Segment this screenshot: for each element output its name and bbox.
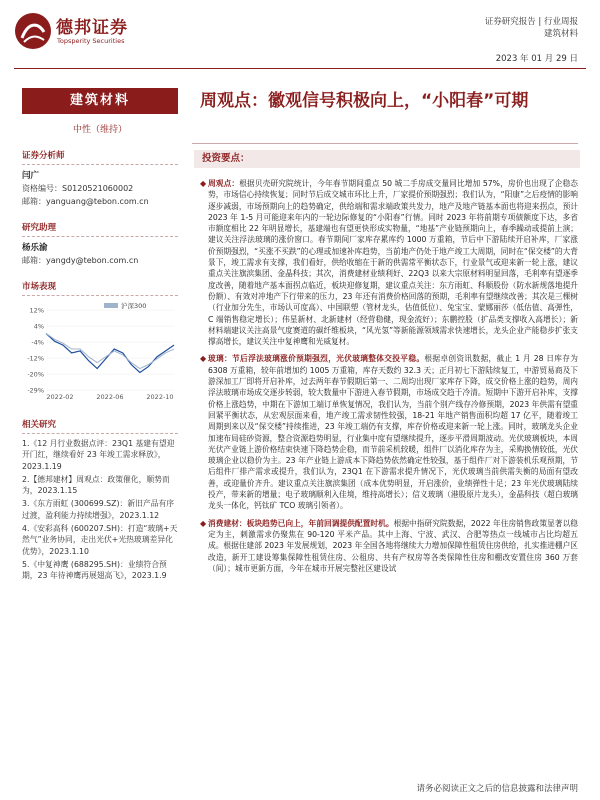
series-line-0 (46, 333, 174, 372)
related-item[interactable]: 3.《东方雨虹 (300699.SZ)：新旧产品有序过渡，盈利能力持续增强》，2023.1.12 (22, 499, 175, 520)
analyst-cert: 资格编号：S0120521060002 (22, 184, 134, 193)
analyst-name: 闫广 (22, 171, 40, 181)
market-section-title: 市场表现 (22, 280, 178, 296)
report-meta (485, 16, 578, 40)
paragraph-lead: 消费建材：板块趋势已向上，年前回调提供配置时机。 (208, 518, 394, 528)
assistant-section-title: 研究助理 (22, 221, 178, 237)
report-industry: 建筑材料 (543, 29, 578, 39)
related-item[interactable]: 4.《安彩高科 (600207.SH)：打造“玻璃+天然气”业务协同，走出光伏+光热玻璃差异化优势》，2023.1.10 (22, 524, 178, 556)
report-body (200, 178, 578, 580)
analyst-email[interactable]: 邮箱：yanguang@tebon.com.cn (22, 197, 149, 206)
bullet-icon: ◆ (200, 354, 207, 364)
paragraph-lead: 玻璃：节后浮法玻璃涨价预期强烈，光伏玻璃整体交投平稳。 (208, 354, 425, 364)
key-points-header: 投资要点： (194, 150, 580, 168)
sector-label: 建筑材料 (22, 88, 178, 114)
brand-logo-icon (14, 12, 52, 50)
paragraph-text: 根据贝壳研究院统计，今年春节期间重点 50 城二手房成交量同比增加 57%，房价也出现了企稳态势，市场信心持续恢复；同时节后成交城市环比上升，厂家提价预期强烈；我们认为，“阳康”之后疫情的影响逐步减弱，市场预期向上的趋势确定，供给端和需求端政策共发力，地产及地产链基本面也将迎来拐点，预计 2023 年 1-5 月可能迎来年内的一轮边际修复的“小阳春”行情。同时 2023 年将前期专项债额度下达，多省市额度相比 22 年明显增长，基建端也有望更快形成实物量，“地基”产业链预期向上，春季躁动或提前上演；建议关注浮法玻璃的涨价窗口。春节期间厂家库存累库约 1000 万重箱，节后中下游陆续开启补库，厂家涨价预期强烈，“买涨不买跌”的心理或加速补库趋势，当前地产仍处于地产竣工大周期，同时在“保交楼”的大背景下，竣工需求有支撑，我们看好，供给收缩在于新的供需常平衡状态下，行业景气或迎来新一轮上涨，建议重点关注旗滨集团、金晶科技；其次，消费建材业绩利好、22Q3 以来大宗原材料明显回落，毛利率有望逐季度改善，随着地产基本面拐点临近，板块迎修复期，建议重点关注：东方雨虹、科顺股份（防水新规落地提升份额）、有效对冲地产下行带来的压力，23 年还有消费价格回落的预期，毛利率有望继续改善；其次是三棵树（行业加分先生，市场认可度高）、中国联塑（管材龙头，估值低位）、兔宝宝、蒙娜丽莎（低估值、高弹性，C 端销售稳定增长）；伟星新材、北新建材（经营稳健，现金流好）；东鹏控股（扩品类支撑收入高增长）；新材料端建议关注高景气度赛道的碳纤维板块，“风光氢”等新能源领域需求快速增长，龙头企业产能稳步扩张支撑高增长，建议关注中复神鹰和光威复材。 (208, 179, 578, 347)
header-divider (14, 68, 586, 69)
related-item[interactable]: 5.《中复神鹰 (688295.SH)：业绩符合预期，23 年待神鹰再展翅高飞》，2023.1.9 (22, 559, 167, 581)
related-item[interactable]: 2.【德邦建材】周观点：政策催化，顺势而为，2023.1.15 (22, 474, 170, 496)
x-tick-label: 2022-06 (96, 393, 124, 401)
report-date: 2023 年 01 月 29 日 (495, 54, 578, 64)
paragraph-text: 根据中指研究院数据，2022 年住房销售政策显著以稳定为主，刺激需求仍聚焦在 90-120 平米产品。其中上海、宁波、武汉、合肥等热点一线城市占比均超五成。根据住建部 2023 年发展规划，2023 年全国各地将继续大力增加保障性租赁住房供给，扎实推进棚户区改造，新开工建设筹集保障性租赁住房、公租房、共有产权房等各类保障性住房和棚改安置住房 360 万套（间）；城市更新方面，今年在城市开展完整社区建设试 (208, 518, 578, 573)
brand-name-en: Topsperity Securities (57, 37, 125, 45)
legend-swatch (104, 303, 118, 308)
market-chart-svg (22, 300, 178, 404)
x-tick-label: 2022-10 (146, 393, 174, 401)
title-divider (192, 143, 578, 144)
brand-logo (14, 8, 214, 52)
related-item[interactable]: 1.《12 月行业数据点评：23Q1 基建有望迎开门红，继续看好 23 年竣工需求释放》，2023.1.19 (22, 439, 175, 471)
y-tick-label: -29% (27, 386, 44, 395)
report-title: 周观点：徽观信号积极向上，“小阳春”可期 (200, 91, 529, 111)
bullet-icon: ◆ (200, 179, 207, 188)
rating-label: 中性（维持） (72, 125, 127, 135)
y-tick-label: -12% (27, 354, 44, 363)
brand-name-cn: 德邦证券 (56, 18, 128, 38)
paragraph-consumer-materials (200, 518, 578, 574)
paragraph-text: 根据卓创资讯数据，截止 1 月 28 日库存为 6308 万重箱，较年前增加约 1005 万重箱，库存天数约 32.3 天；正月初七下游陆续复工，中游贸易商及下游深加工厂即将开启补库，过去两年春节假期后第一、二周均出现厂家库存下降，成交价格上涨的趋势，周内浮法玻璃市场成交逐步转弱，较大数量中下游进入春节假期，市场成交趋于冷清。短期中下游开启补库，支撑价格上涨趋势，中期在下游加工端订单恢复情况，我们认为，当前个别产线存冷修预期，2023 年供需有望重回紧平衡状态，从宏观层面来看，地产竣工需求韧性较强，18-21 年地产销售面积均超 17 亿平，随着竣工周期到来以及“保交楼”持续推进，23 年竣工端仍有支撑，库存价格或迎来新一轮上涨。同时，玻璃龙头企业加速布局硅砂资源，整合资源趋势明显，行业集中度有望继续提升，逐步平滑周期波动。光伏玻璃板块，本周光伏产业链上游价格结束快速下降趋势企稳，而节前采机较暖，组件厂以消化库存为主，采购换情较低，光伏玻璃企业以稳价为主。23 年产业链上游成本下降趋势依然确定性较强，基于组件厂对下游装机乐观预期，节后组件厂排产需求或提升，我们认为，23Q1 在下游需求提升情况下，光伏玻璃当前供需失衡的局面有望改善，或迎量价齐升。建议重点关注旗滨集团（成本优势明显，开启涨价，业绩弹性十足；23 年光伏玻璃陆续投产，带来新的增量；电子玻璃顺利入佳境，维持高增长）；信义玻璃（港股原片龙头），金晶科技（超白玻璃龙头一体化，钙钛矿 TCO 玻璃引领者）。 (208, 354, 578, 511)
y-tick-label: -4% (31, 338, 44, 347)
related-list (22, 438, 178, 582)
assistant-name: 杨乐渝 (22, 243, 48, 253)
market-chart (22, 300, 178, 404)
x-tick-label: 2022-02 (46, 393, 74, 401)
footer-disclaimer: 请务必阅读正文之后的信息披露和法律声明 (416, 784, 578, 794)
analyst-section-title: 证券分析师 (22, 149, 178, 165)
paragraph-glass (200, 353, 578, 511)
legend-label: 沪深300 (121, 302, 147, 310)
y-tick-label: -20% (27, 370, 44, 379)
assistant-email[interactable]: 邮箱：yangdy@tebon.com.cn (22, 256, 139, 265)
report-type: 证券研究报告 | 行业周报 (484, 17, 578, 27)
series-line-1 (46, 333, 174, 368)
bullet-icon: ◆ (200, 518, 207, 528)
paragraph-lead: 周观点： (208, 179, 240, 188)
y-tick-label: 4% (33, 322, 44, 331)
related-section-title: 相关研究 (22, 418, 178, 434)
y-tick-label: 12% (29, 306, 44, 315)
left-sidebar (22, 88, 178, 584)
paragraph-weekly-view (200, 178, 578, 347)
